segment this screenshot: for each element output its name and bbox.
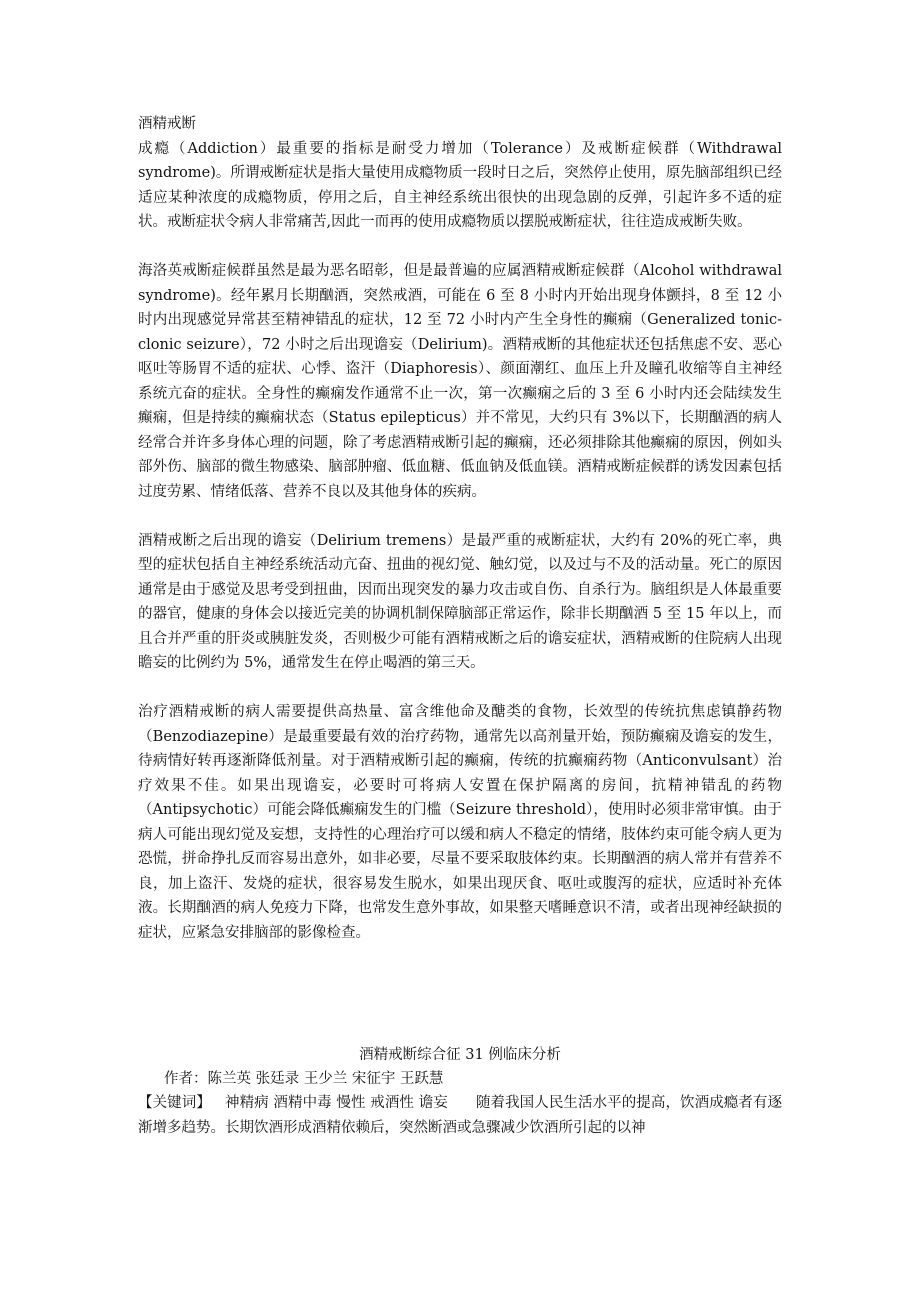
keywords-block bbox=[138, 1091, 782, 1140]
document-heading: 酒精戒断 bbox=[138, 116, 196, 132]
paragraph-addiction: 成瘾（Addiction）最重要的指标是耐受力增加（Tolerance）及戒断症候群（Withdrawal syndrome)。所谓戒断症状是指大量使用成瘾物质一段时日之后，突然停止使用，原先脑部组织已经适应某种浓度的成瘾物质，停用之后，自主神经系统出很快的出现急剧的反弹，引起许多不适的症状。戒断症状令病人非常痛苦,因此一而再的使用成瘾物质以摆脱戒断症状，往往造成戒断失败。 bbox=[138, 140, 782, 230]
paragraph-treatment: 治疗酒精戒断的病人需要提供高热量、富含维他命及醣类的食物，长效型的传统抗焦虑镇静药物（Benzodiazepine）是最重要最有效的治疗药物，通常先以高剂量开始，预防癫痫及谵妄的发生，待病情好转再逐渐降低剂量。对于酒精戒断引起的癫痫，传统的抗癫痫药物（Anticonvulsant）治疗效果不佳。如果出现谵妄，必要时可将病人安置在保护隔离的房间，抗精神错乱的药物（Antipsychotic）可能会降低癫痫发生的门槛（Seizure threshold），使用时必须非常审慎。由于病人可能出现幻觉及妄想，支持性的心理治疗可以缓和病人不稳定的情绪，肢体约束可能令病人更为恐慌，拼命挣扎反而容易出意外，如非必要，尽量不要采取肢体约束。长期酗酒的病人常并有营养不良，加上盗汗、发烧的症状，很容易发生脱水，如果出现厌食、呕吐或腹泻的症状，应适时补充体液。长期酗酒的病人免疫力下降，也常发生意外事故，如果整天嗜睡意识不清，或者出现神经缺损的症状，应紧急安排脑部的影像检查。 bbox=[138, 704, 782, 941]
article-authors: 作者：陈兰英 张廷录 王少兰 宋征宇 王跃慧 bbox=[164, 1071, 444, 1087]
article-title: 酒精戒断综合征 31 例临床分析 bbox=[359, 1047, 561, 1063]
keywords-label: 【关键词】 bbox=[138, 1095, 211, 1111]
paragraph-alcohol-withdrawal: 海洛英戒断症候群虽然是最为恶名昭彰，但是最普遍的应属酒精戒断症候群（Alcohol withdrawal syndrome)。经年累月长期酗酒，突然戒酒，可能在 6 至 8 小时内开始出现身体颤抖，8 至 12 小时内出现感觉异常甚至精神错乱的症状，12 至 72 小时内产生全身性的癫痫（Generalized tonic-clonic seizure），72 小时之后出现谵妄（Delirium)。酒精戒断的其他症状还包括焦虑不安、恶心呕吐等肠胃不适的症状、心悸、盗汗（Diaphoresis）、颜面潮红、血压上升及瞳孔收缩等自主神经系统亢奋的症状。全身性的癫痫发作通常不止一次，第一次癫痫之后的 3 至 6 小时内还会陆续发生癫痫，但是持续的癫痫状态（Status epilepticus）并不常见，大约只有 3%以下，长期酗酒的病人经常合并许多身体心理的问题，除了考虑酒精戒断引起的癫痫，还必须排除其他癫痫的原因，例如头部外伤、脑部的微生物感染、脑部肿瘤、低血糖、低血钠及低血镁。酒精戒断症候群的诱发因素包括过度劳累、情绪低落、营养不良以及其他身体的疾病。 bbox=[138, 263, 782, 500]
abstract-start: 随着我国人民生活水平的提高，饮酒成瘾者有逐渐增多趋势。长期饮酒形成酒精依赖后，突然断酒或急骤减少饮酒所引起的以神 bbox=[138, 1095, 783, 1136]
document-page bbox=[138, 112, 782, 1140]
keywords-list: 神精病 酒精中毒 慢性 戒酒性 谵妄 bbox=[224, 1095, 448, 1111]
paragraph-delirium-tremens: 酒精戒断之后出现的谵妄（Delirium tremens）是最严重的戒断症状，大约有 20%的死亡率，典型的症状包括自主神经系统活动亢奋、扭曲的视幻觉、触幻觉，以及过与不及的活动量。死亡的原因通常是由于感觉及思考受到扭曲，因而出现突发的暴力攻击或自伤、自杀行为。脑组织是人体最重要的器官，健康的身体会以接近完美的协调机制保障脑部正常运作，除非长期酗酒 5 至 15 年以上，而且合并严重的肝炎或胰脏发炎，否则极少可能有酒精戒断之后的谵妄症状，酒精戒断的住院病人出现瞻妄的比例约为 5%，通常发生在停止喝酒的第三天。 bbox=[138, 532, 782, 671]
